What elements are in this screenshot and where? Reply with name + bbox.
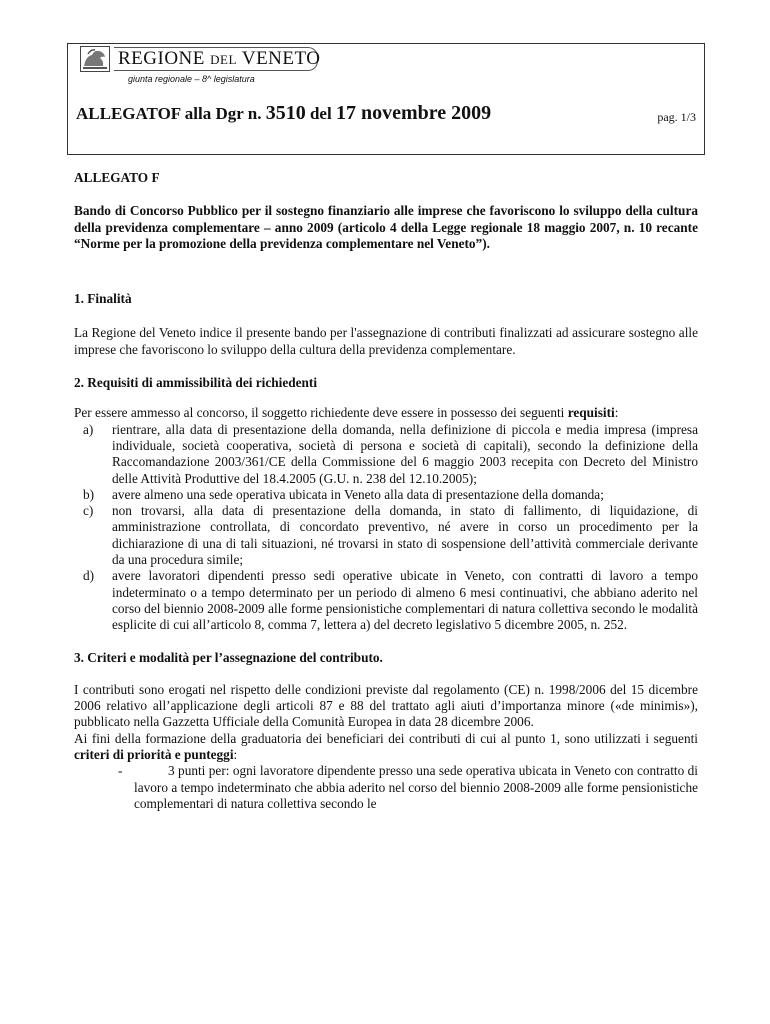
section-3-text-2-main: Ai fini della formazione della graduatoria dei beneficiari dei contributi di cui al punto 1, sono utilizzati i seguenti (74, 730, 698, 746)
section-2-heading: 2. Requisiti di ammissibilità dei richiedenti (74, 375, 318, 391)
list-item (74, 422, 698, 487)
list-item (74, 503, 698, 568)
section-3-heading: 3. Criteri e modalità per l’assegnazione del contributo. (74, 649, 383, 665)
list-item-text: rientrare, alla data di presentazione della domanda, nella definizione di piccola e media impresa (impresa individuale, società cooperativa, società di persona e società di capitali), secondo la definizione della Raccomandazione 2003/361/CE della Commissione del 6 maggio 2003 recepita con Decreto del Ministro delle Attività Produttive del 18.4.2005 (G.U. n. 238 del 12.10.2005); (112, 421, 698, 486)
criteria-item (74, 763, 698, 812)
list-item (74, 568, 698, 633)
list-item-text: non trovarsi, alla data di presentazione della domanda, in stato di fallimento, di liquidazione, di amministrazione controllata, di concordato preventivo, né avere in corso un procedimento per la dichiarazione di una di tali situazioni, né trovarsi in stato di sospensione dell’attività commerciale derivante da una procedura simile; (112, 503, 698, 568)
logo-text (118, 48, 320, 70)
document-body (74, 170, 698, 812)
requirements-list (74, 422, 698, 634)
allegato-title: ALLEGATO F (74, 170, 160, 185)
list-marker: a) (83, 421, 94, 437)
logo-veneto: VENETO (241, 48, 321, 69)
dgr-date: 17 novembre 2009 (335, 102, 492, 124)
bando-title: Bando di Concorso Pubblico per il sostegno finanziario alle imprese che favoriscono lo sviluppo della cultura della previdenza complementare – anno 2009 (articolo 4 della Legge regionale 18 maggio 2007, n. 10 recante “Norme per la promozione della previdenza complementare nel Veneto”). (74, 203, 698, 251)
dgr-number: 3510 (265, 102, 306, 124)
list-item-text: avere lavoratori dipendenti presso sedi operative ubicate in Veneto, con contratti di lavoro a tempo indeterminato o a tempo determinato per un periodo di almeno 6 mesi continuativi, che abbiano aderito nel corso del biennio 2008-2009 alle forme pensionistiche complementari di natura collettiva secondo le modalità esplicite di cui all’articolo 8, comma 7, lettera a) del decreto legislativo 5 dicembre 2005, n. 252. (112, 568, 698, 633)
del-word: del (309, 104, 332, 123)
section-1-heading: 1. Finalità (74, 291, 132, 307)
section-2-intro-text: Per essere ammesso al concorso, il soggetto richiedente deve essere in possesso dei seguenti (74, 405, 565, 421)
list-marker: c) (83, 503, 94, 519)
regione-veneto-logo (80, 46, 321, 74)
section-2-intro (74, 405, 698, 421)
criteria-marker: - (118, 763, 123, 779)
section-2-intro-bold: requisiti (567, 405, 615, 421)
allegato-reference (76, 102, 491, 125)
section-3-text-2-end: : (233, 747, 238, 763)
list-item-text: avere almeno una sede operativa ubicata in Veneto alla data di presentazione della domanda; (112, 486, 604, 502)
list-marker: d) (83, 568, 95, 584)
document-header (67, 43, 705, 155)
list-marker: b) (83, 486, 95, 502)
header-subtitle: giunta regionale – 8^ legislatura (128, 74, 255, 84)
criteria-item-text: 3 punti per: ogni lavoratore dipendente presso una sede operativa ubicata in Veneto con contratto di lavoro a tempo indeterminato che abbia aderito nel corso del biennio 2008-2009 alle forme pensionistiche complementari di natura collettiva secondo le (134, 763, 698, 811)
lion-of-saint-mark-icon (80, 46, 110, 72)
logo-del: DEL (210, 52, 237, 67)
section-3-text-2-bold: criteri di priorità e punteggi (74, 747, 234, 763)
logo-regione: REGIONE (118, 48, 205, 69)
page-number: pag. 1/3 (657, 110, 696, 124)
section-3-text-2 (74, 731, 698, 764)
section-1-text: La Regione del Veneto indice il presente bando per l'assegnazione di contributi finalizzati ad assicurare sostegno alle imprese che favoriscono lo sviluppo della cultura della previdenza complementare. (74, 325, 698, 357)
list-item (74, 487, 698, 503)
allegato-prefix: ALLEGATOF alla Dgr n. (76, 104, 262, 123)
section-3-text-1: I contributi sono erogati nel rispetto delle condizioni previste dal regolamento (CE) n. 1998/2006 del 15 dicembre 2006 relativo all’applicazione degli articoli 87 e 88 del trattato agli aiuti d’importanza minore («de minimis»), pubblicato nella Gazzetta Ufficiale della Comunità Europea in data 28 dicembre 2006. (74, 681, 698, 730)
section-2-intro-end: : (614, 405, 619, 421)
